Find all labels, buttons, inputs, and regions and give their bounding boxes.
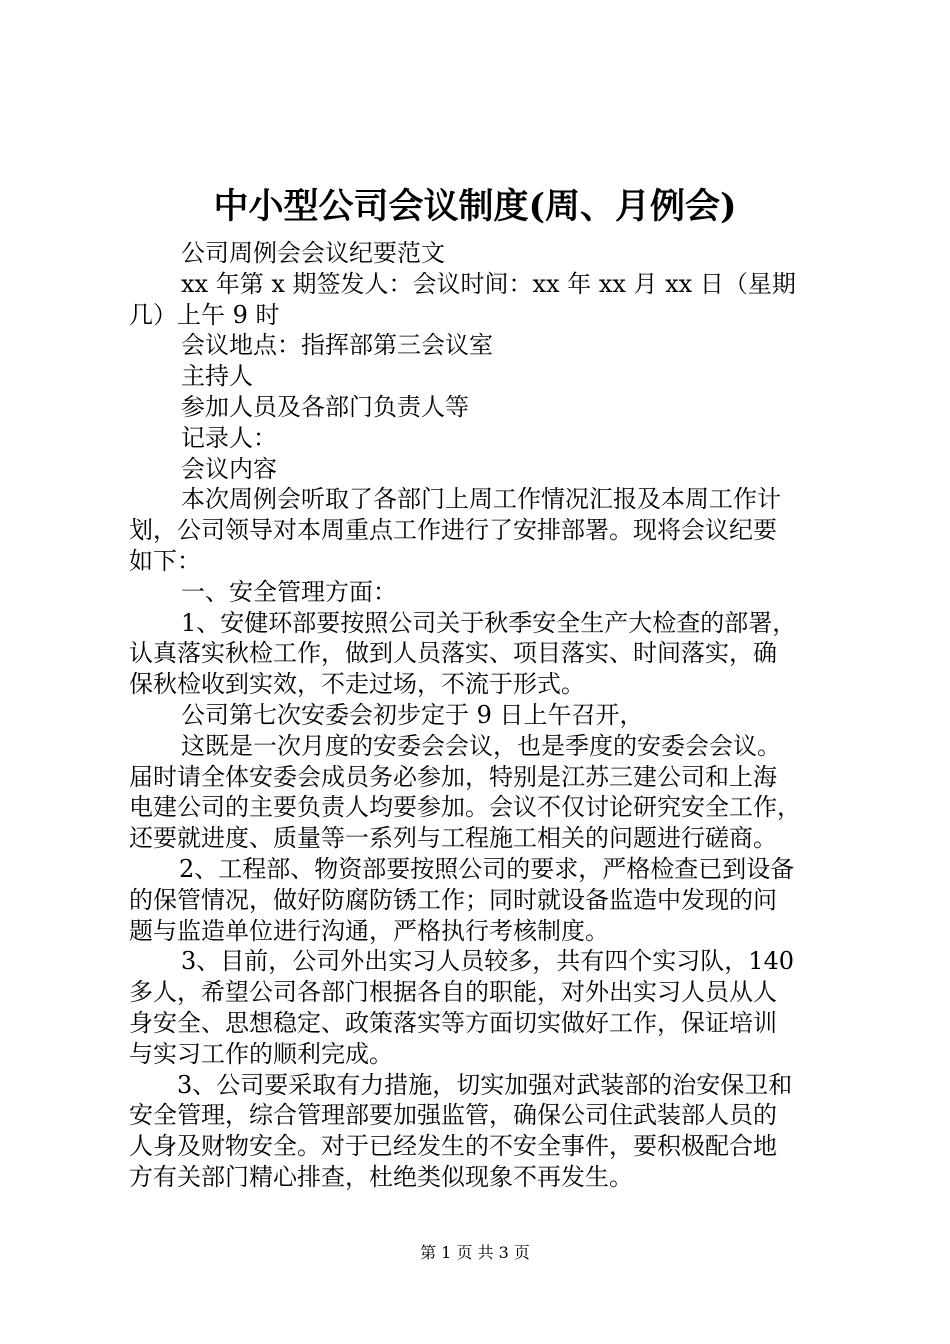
text-line: xx 年第 x 期签发人：会议时间：xx 年 xx 月 xx 日（星期: [181, 269, 796, 298]
text-line: 会议内容: [181, 454, 277, 483]
document-body: [129, 238, 829, 1193]
text-line: 题与监造单位进行沟通，严格执行考核制度。: [129, 916, 609, 945]
text-line: 的保管情况，做好防腐防锈工作；同时就设备监造中发现的问: [129, 885, 777, 914]
page-footer: 第 1 页 共 3 页: [420, 1243, 530, 1262]
text-line: 公司周例会会议纪要范文: [181, 239, 445, 267]
text-line: 安全管理，综合管理部要加强监管，确保公司住武装部人员的: [129, 1101, 777, 1130]
text-line: 电建公司的主要负责人均要参加。会议不仅讨论研究安全工作，: [129, 793, 801, 822]
text-line: 如下：: [129, 546, 201, 575]
text-line: 认真落实秋检工作，做到人员落实、项目落实、时间落实，确: [129, 639, 777, 668]
text-line: 参加人员及各部门负责人等: [181, 392, 469, 421]
text-line: 3、公司要采取有力措施，切实加强对武装部的治安保卫和: [177, 1070, 793, 1099]
text-line: 记录人：: [181, 423, 277, 452]
text-line: 3、目前，公司外出实习人员较多，共有四个实习队，140: [181, 947, 795, 976]
text-line: 身安全、思想稳定、政策落实等方面切实做好工作，保证培训: [129, 1008, 777, 1037]
text-line: 这既是一次月度的安委会会议，也是季度的安委会会议。: [181, 731, 781, 760]
text-line: 届时请全体安委会成员务必参加，特别是江苏三建公司和上海: [129, 762, 777, 791]
text-line: 几）上午 9 时: [129, 300, 280, 329]
text-line: 划，公司领导对本周重点工作进行了安排部署。现将会议纪要: [129, 516, 777, 545]
text-line: 2、工程部、物资部要按照公司的要求，严格检查已到设备: [179, 854, 795, 883]
document-title: 中小型公司会议制度(周、月例会): [213, 186, 737, 227]
text-line: 还要就进度、质量等一系列与工程施工相关的问题进行磋商。: [129, 824, 777, 853]
text-line: 一、安全管理方面：: [181, 577, 397, 606]
text-line: 公司第七次安委会初步定于 9 日上午召开，: [181, 700, 644, 729]
text-line: 会议地点：指挥部第三会议室: [181, 331, 493, 360]
text-line: 本次周例会听取了各部门上周工作情况汇报及本周工作计: [181, 485, 781, 514]
text-line: 1、安健环部要按照公司关于秋季安全生产大检查的部署，: [181, 608, 797, 637]
text-line: 人身及财物安全。对于已经发生的不安全事件，要积极配合地: [129, 1132, 777, 1161]
text-line: 多人，希望公司各部门根据各自的职能，对外出实习人员从人: [129, 978, 777, 1007]
text-line: 与实习工作的顺利完成。: [129, 1039, 393, 1068]
text-line: 保秋检收到实效，不走过场，不流于形式。: [129, 670, 585, 699]
text-line: 主持人: [181, 362, 253, 391]
text-line: 方有关部门精心排查，杜绝类似现象不再发生。: [129, 1162, 633, 1191]
